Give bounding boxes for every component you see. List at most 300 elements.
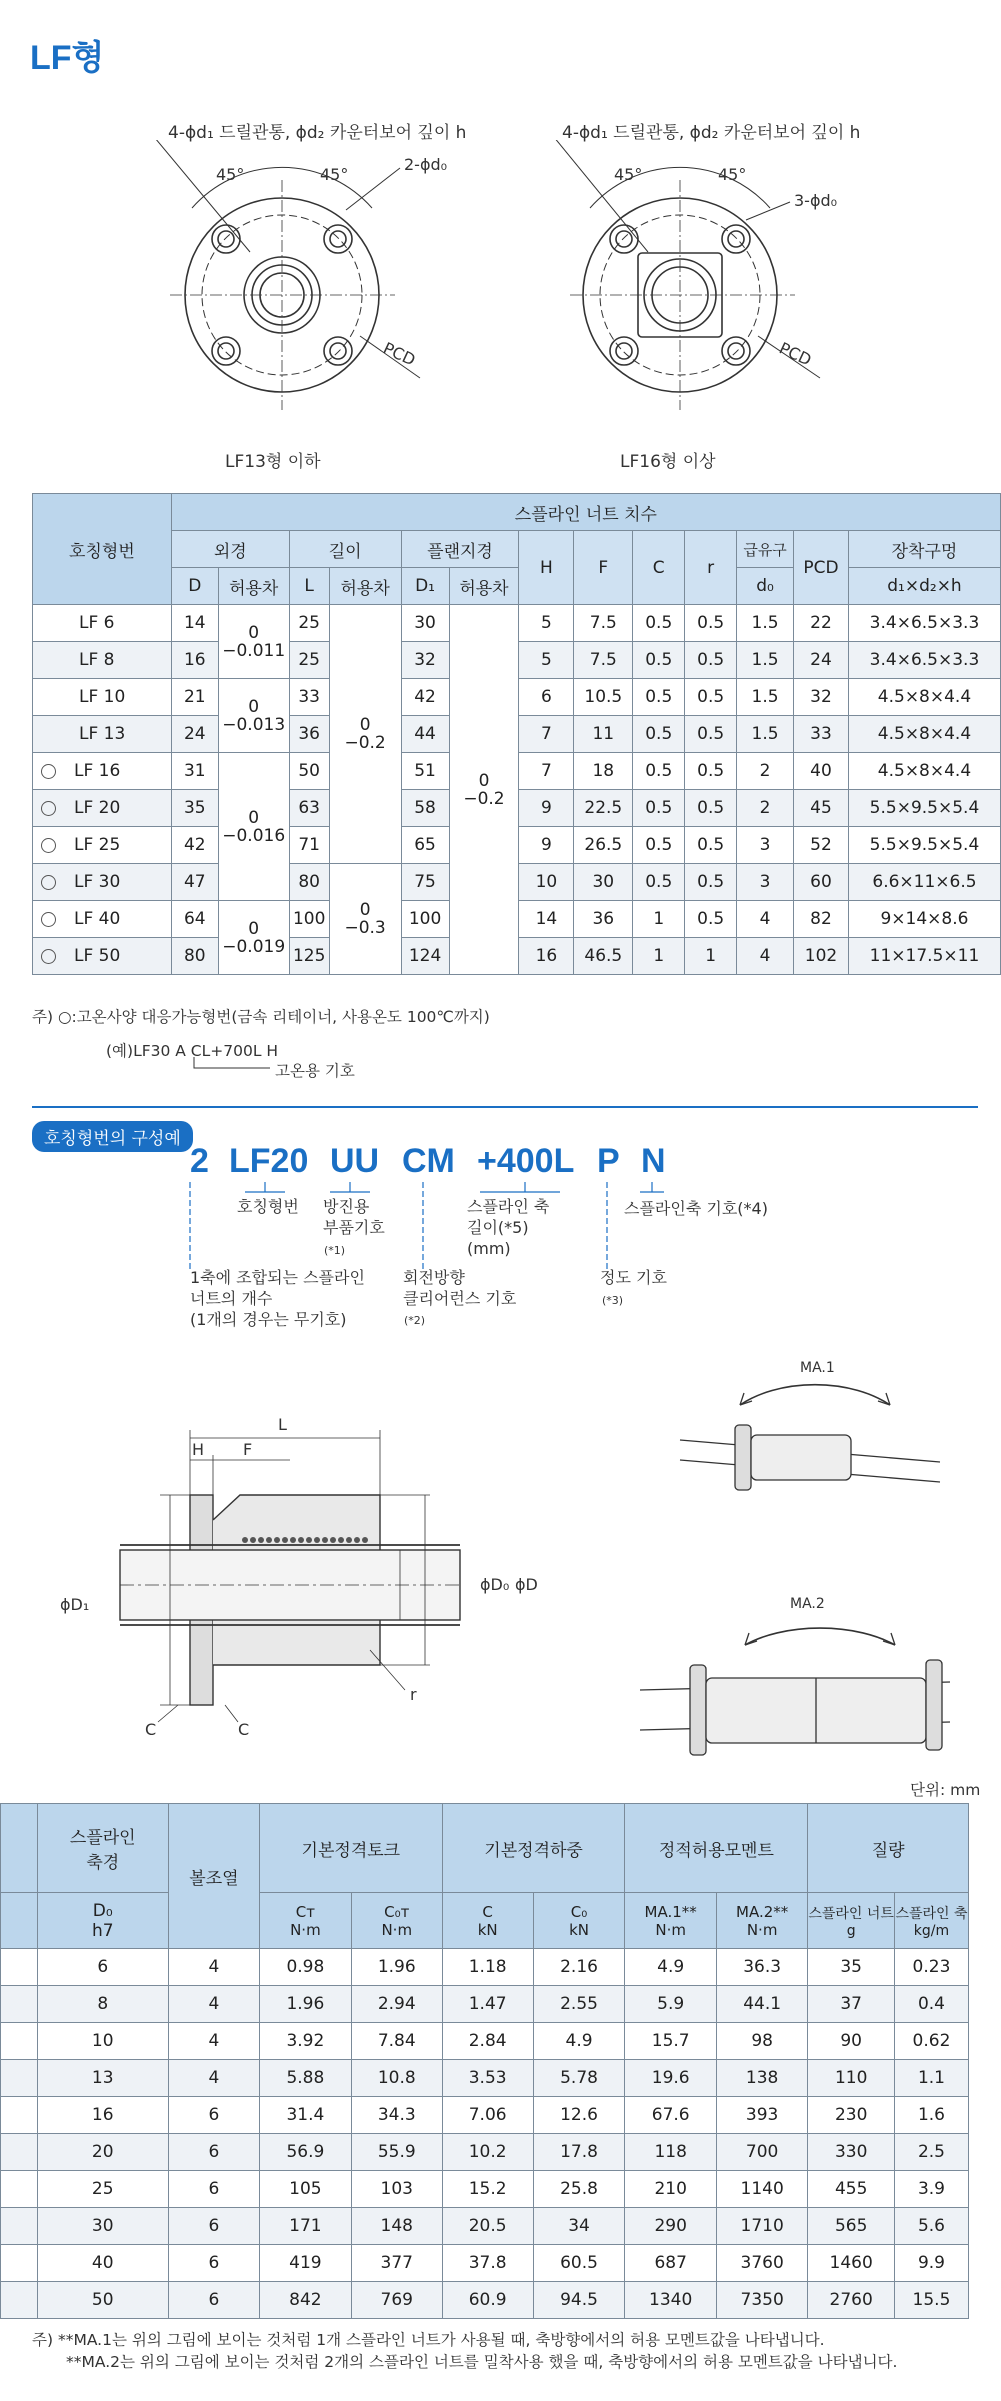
table-cell: 98 (716, 2023, 807, 2060)
h-mount-sub: d₁×d₂×h (848, 568, 1000, 605)
D-cell: 35 (171, 790, 218, 827)
table-cell: 6 (168, 2171, 259, 2208)
high-temp-ring-icon (41, 801, 56, 816)
tol-top: 0 (478, 770, 490, 791)
table-cell: 30 (37, 2208, 168, 2245)
d0-cell: 1.5 (737, 716, 794, 753)
r-cell: 0.5 (685, 605, 737, 642)
right-caption: LF16형 이상 (620, 452, 716, 472)
table-cell: 19.6 (625, 2060, 716, 2097)
table-cell: 6 (168, 2097, 259, 2134)
C-cell: 0.5 (633, 827, 685, 864)
D1-cell: 58 (401, 790, 449, 827)
right-d0-label: 3-ϕd₀ (794, 191, 838, 210)
table-cell: 3760 (716, 2245, 807, 2282)
D1-cell: 100 (401, 901, 449, 938)
model-name: LF 13 (79, 724, 126, 744)
tol-top: 0 (248, 918, 260, 939)
tol-top: 0 (359, 715, 371, 735)
table-cell: 103 (351, 2171, 442, 2208)
row-lead-cell (1, 2134, 38, 2171)
table-row (1, 2171, 969, 2208)
h-C0T: C₀т N·m (351, 1893, 442, 1949)
table-row (1, 2208, 969, 2245)
model-name: LF 8 (79, 650, 115, 670)
label-clear: 회전방향 클리어런스 기호 (403, 1268, 517, 1308)
table-cell: 15.7 (625, 2023, 716, 2060)
h-lube: 급유구 (737, 531, 794, 568)
table-cell: 5.78 (533, 2060, 625, 2097)
table-cell: 10.8 (351, 2060, 442, 2097)
high-temp-ring-icon (41, 912, 56, 927)
mount-cell: 5.5×9.5×5.4 (848, 790, 1000, 827)
tol-bot: −0.016 (222, 825, 286, 846)
h-tol3: 허용차 (449, 568, 519, 605)
d0-cell: 3 (737, 864, 794, 901)
D1-cell: 75 (401, 864, 449, 901)
unit-label: 단위: mm (910, 1781, 981, 1799)
model-cell (33, 938, 172, 975)
D1-cell: 30 (401, 605, 449, 642)
model-cell (33, 864, 172, 901)
D-cell: 31 (171, 753, 218, 790)
PCD-cell: 60 (794, 864, 849, 901)
table-cell: 3.53 (442, 2060, 533, 2097)
D-cell: 47 (171, 864, 218, 901)
H-cell: 5 (519, 642, 574, 679)
table-cell: 0.4 (894, 1986, 968, 2023)
h-C0: C₀ kN (533, 1893, 625, 1949)
D1-cell: 42 (401, 679, 449, 716)
table-cell: 1710 (716, 2208, 807, 2245)
row-lead-cell (1, 2282, 38, 2319)
table-cell: 1.6 (894, 2097, 968, 2134)
table-cell: 16 (37, 2097, 168, 2134)
D1-cell: 124 (401, 938, 449, 975)
right-flange-drawing (550, 140, 850, 440)
H-cell: 14 (519, 901, 574, 938)
table-cell: 35 (808, 1949, 895, 1986)
h-flange: 플랜지경 (401, 531, 519, 568)
table-cell: 2.5 (894, 2134, 968, 2171)
H-cell: 7 (519, 716, 574, 753)
r-cell: 0.5 (685, 790, 737, 827)
L-cell: 100 (289, 901, 329, 938)
r-cell: 0.5 (685, 753, 737, 790)
C-cell: 0.5 (633, 753, 685, 790)
note2-line2: **MA.2는 위의 그림에 보이는 것처럼 2개의 스플라인 너트를 밀착사용 했을 때, 축방향에서의 허용 모멘트값을 나타냅니다. (66, 2353, 898, 2371)
L-cell: 25 (289, 642, 329, 679)
label-MA1: MA.1 (800, 1360, 835, 1376)
table-cell: 4.9 (625, 1949, 716, 1986)
mount-cell: 4.5×8×4.4 (848, 679, 1000, 716)
table-cell: 1.1 (894, 2060, 968, 2097)
F-cell: 46.5 (574, 938, 633, 975)
h-nut-mass: 스플라인 너트 g (808, 1893, 895, 1949)
tol-bot: −0.3 (344, 918, 386, 938)
table-cell: 105 (259, 2171, 351, 2208)
table-cell: 1460 (808, 2245, 895, 2282)
F-cell: 7.5 (574, 605, 633, 642)
D1-cell: 44 (401, 716, 449, 753)
d0-cell: 1.5 (737, 642, 794, 679)
L-tolerance-cell (329, 605, 401, 864)
h-length: 길이 (289, 531, 401, 568)
PCD-cell: 52 (794, 827, 849, 864)
label-seal: 방진용 부품기호 (323, 1197, 385, 1237)
table-cell: 94.5 (533, 2282, 625, 2319)
h-r: r (685, 531, 737, 605)
tol-bot: −0.2 (344, 733, 386, 753)
table-cell: 8 (37, 1986, 168, 2023)
table-cell: 419 (259, 2245, 351, 2282)
D-tolerance-cell (218, 679, 289, 753)
note1: 주) ○:고온사양 대응가능형번(금속 리테이너, 사용온도 100℃까지) (32, 1008, 490, 1026)
dim-C2: C (238, 1720, 250, 1739)
F-cell: 22.5 (574, 790, 633, 827)
C-cell: 0.5 (633, 864, 685, 901)
h-shaft: 스플라인 축경 (37, 1804, 168, 1893)
model-cell (33, 790, 172, 827)
right-hole-label: 4-ϕd₁ 드릴관통, ϕd₂ 카운터보어 깊이 h (562, 123, 861, 143)
tol-top: 0 (248, 807, 260, 828)
rating-table (0, 1803, 969, 2319)
model-name: LF 6 (79, 613, 115, 633)
H-cell: 7 (519, 753, 574, 790)
left-d0-label: 2-ϕd₀ (404, 155, 448, 174)
d0-cell: 2 (737, 790, 794, 827)
h-model: 호칭형번 (33, 494, 172, 605)
model-cell (33, 679, 172, 716)
h-moment: 정적허용모멘트 (625, 1804, 808, 1893)
table-cell: 2760 (808, 2282, 895, 2319)
D1-tolerance-cell (449, 605, 519, 975)
d0-cell: 1.5 (737, 605, 794, 642)
mount-cell: 11×17.5×11 (848, 938, 1000, 975)
h-tol2: 허용차 (329, 568, 401, 605)
table-cell: 769 (351, 2282, 442, 2319)
table-cell: 90 (808, 2023, 895, 2060)
mount-cell: 5.5×9.5×5.4 (848, 827, 1000, 864)
row-lead-cell (1, 2023, 38, 2060)
table-cell: 393 (716, 2097, 807, 2134)
code-length: +400L (477, 1142, 575, 1180)
r-cell: 0.5 (685, 679, 737, 716)
table-cell: 15.5 (894, 2282, 968, 2319)
table-cell: 36.3 (716, 1949, 807, 1986)
table-cell: 455 (808, 2171, 895, 2208)
table-cell: 687 (625, 2245, 716, 2282)
table-row (1, 2097, 969, 2134)
h-D1: D₁ (401, 568, 449, 605)
table-cell: 56.9 (259, 2134, 351, 2171)
left-flange-drawing (150, 140, 450, 440)
table-cell: 50 (37, 2282, 168, 2319)
D-cell: 14 (171, 605, 218, 642)
D1-cell: 65 (401, 827, 449, 864)
C-cell: 0.5 (633, 716, 685, 753)
F-cell: 36 (574, 901, 633, 938)
code-shaft: N (641, 1142, 666, 1180)
code-seal: UU (330, 1142, 380, 1180)
table-cell: 2.55 (533, 1986, 625, 2023)
model-cell (33, 642, 172, 679)
h-MA1: MA.1** N·m (625, 1893, 716, 1949)
page-title: LF형 (30, 39, 105, 77)
table-cell: 2.84 (442, 2023, 533, 2060)
dim-C1: C (145, 1720, 157, 1739)
table-cell: 20 (37, 2134, 168, 2171)
L-cell: 80 (289, 864, 329, 901)
F-cell: 7.5 (574, 642, 633, 679)
table-cell: 118 (625, 2134, 716, 2171)
F-cell: 11 (574, 716, 633, 753)
high-temp-ring-icon (41, 875, 56, 890)
H-cell: 9 (519, 790, 574, 827)
tol-bot: −0.019 (222, 936, 286, 957)
table-row (1, 2245, 969, 2282)
dimension-table (32, 493, 1001, 975)
right-angle2: 45° (718, 165, 747, 184)
example-text: (예)LF30 A CL+700L H (106, 1042, 279, 1060)
label-prec: 정도 기호 (600, 1268, 667, 1287)
h-D: D (171, 568, 218, 605)
h-mount: 장착구멍 (848, 531, 1000, 568)
left-angle2: 45° (320, 165, 349, 184)
L-cell: 50 (289, 753, 329, 790)
D-cell: 42 (171, 827, 218, 864)
section-heading: 호칭형번의 구성예 (32, 1121, 193, 1152)
r-cell: 0.5 (685, 716, 737, 753)
label-seal-ref: (*1) (324, 1244, 346, 1257)
label-clear-ref: (*2) (404, 1314, 426, 1327)
H-cell: 16 (519, 938, 574, 975)
D-tolerance-cell (218, 901, 289, 975)
table-cell: 37.8 (442, 2245, 533, 2282)
table-cell: 700 (716, 2134, 807, 2171)
section-diagram (60, 1400, 580, 1740)
PCD-cell: 40 (794, 753, 849, 790)
C-cell: 0.5 (633, 790, 685, 827)
row-lead-cell (1, 2208, 38, 2245)
h-balls: 볼조열 (168, 1804, 259, 1949)
d0-cell: 2 (737, 753, 794, 790)
table-row (1, 2023, 969, 2060)
d0-cell: 1.5 (737, 679, 794, 716)
PCD-cell: 82 (794, 901, 849, 938)
example-pointer (180, 1055, 280, 1079)
right-angle1: 45° (614, 165, 643, 184)
table-cell: 60.5 (533, 2245, 625, 2282)
table-cell: 1340 (625, 2282, 716, 2319)
r-cell: 0.5 (685, 864, 737, 901)
table-cell: 0.98 (259, 1949, 351, 1986)
table-cell: 5.9 (625, 1986, 716, 2023)
PCD-cell: 45 (794, 790, 849, 827)
PCD-cell: 24 (794, 642, 849, 679)
model-name: LF 16 (74, 761, 121, 781)
table-cell: 138 (716, 2060, 807, 2097)
example-marker: 고온용 기호 (275, 1062, 355, 1080)
L-cell: 71 (289, 827, 329, 864)
dim-L: L (278, 1415, 287, 1434)
PCD-cell: 32 (794, 679, 849, 716)
table-cell: 7350 (716, 2282, 807, 2319)
table-cell: 1.96 (259, 1986, 351, 2023)
model-name: LF 20 (74, 798, 121, 818)
D-cell: 64 (171, 901, 218, 938)
table-cell: 40 (37, 2245, 168, 2282)
label-MA2: MA.2 (790, 1596, 825, 1612)
code-clearance: CM (402, 1142, 455, 1180)
F-cell: 30 (574, 864, 633, 901)
table-cell: 4.9 (533, 2023, 625, 2060)
dim-F: F (243, 1440, 253, 1459)
table-cell: 1.18 (442, 1949, 533, 1986)
D-cell: 16 (171, 642, 218, 679)
dim-r: r (410, 1685, 417, 1704)
mount-cell: 4.5×8×4.4 (848, 753, 1000, 790)
table-cell: 25 (37, 2171, 168, 2208)
H-cell: 10 (519, 864, 574, 901)
L-cell: 25 (289, 605, 329, 642)
D-tolerance-cell (218, 605, 289, 679)
table-row (1, 1949, 969, 1986)
table-cell: 148 (351, 2208, 442, 2245)
high-temp-ring-icon (41, 949, 56, 964)
table-cell: 60.9 (442, 2282, 533, 2319)
H-cell: 5 (519, 605, 574, 642)
D1-cell: 32 (401, 642, 449, 679)
table-cell: 0.23 (894, 1949, 968, 1986)
section-divider (32, 1106, 978, 1108)
row-lead-cell (1, 2245, 38, 2282)
C-cell: 0.5 (633, 605, 685, 642)
table-cell: 330 (808, 2134, 895, 2171)
table-row (1, 2134, 969, 2171)
table-cell: 290 (625, 2208, 716, 2245)
table-cell: 565 (808, 2208, 895, 2245)
h-nut: 스플라인 너트 치수 (171, 494, 1000, 531)
L-cell: 63 (289, 790, 329, 827)
table-cell: 17.8 (533, 2134, 625, 2171)
d0-cell: 4 (737, 938, 794, 975)
d0-cell: 4 (737, 901, 794, 938)
table-cell: 5.6 (894, 2208, 968, 2245)
row-lead-cell (1, 1949, 38, 1986)
left-caption: LF13형 이하 (225, 452, 321, 472)
model-name: LF 50 (74, 946, 121, 966)
PCD-cell: 22 (794, 605, 849, 642)
F-cell: 18 (574, 753, 633, 790)
table-cell: 2.16 (533, 1949, 625, 1986)
table-cell: 3.9 (894, 2171, 968, 2208)
code-count: 2 (190, 1142, 209, 1180)
table-cell: 4 (168, 1986, 259, 2023)
row-lead-cell (1, 2097, 38, 2134)
h-PCD: PCD (794, 531, 849, 605)
h-shaft-mass: 스플라인 축 kg/m (894, 1893, 968, 1949)
table-cell: 1140 (716, 2171, 807, 2208)
table-cell: 12.6 (533, 2097, 625, 2134)
table-cell: 110 (808, 2060, 895, 2097)
table-cell: 5.88 (259, 2060, 351, 2097)
tol-top: 0 (359, 900, 371, 920)
h-outer: 외경 (171, 531, 289, 568)
table-cell: 6 (37, 1949, 168, 1986)
table-row (33, 605, 1001, 642)
d0-cell: 3 (737, 827, 794, 864)
table-cell: 44.1 (716, 1986, 807, 2023)
table-cell: 4 (168, 1949, 259, 1986)
table-cell: 25.8 (533, 2171, 625, 2208)
table-cell: 6 (168, 2134, 259, 2171)
h-CT: Cт N·m (259, 1893, 351, 1949)
table-cell: 7.84 (351, 2023, 442, 2060)
table-cell: 210 (625, 2171, 716, 2208)
code-model: LF20 (229, 1142, 309, 1180)
left-pcd: PCD (380, 338, 419, 370)
tol-top: 0 (248, 622, 260, 643)
r-cell: 0.5 (685, 901, 737, 938)
mount-cell: 3.4×6.5×3.3 (848, 605, 1000, 642)
table-cell: 4 (168, 2023, 259, 2060)
table-row (1, 1986, 969, 2023)
table-cell: 6 (168, 2208, 259, 2245)
moment-diagram-2 (630, 1590, 970, 1770)
C-cell: 0.5 (633, 642, 685, 679)
label-model: 호칭형번 (237, 1197, 299, 1216)
model-name: LF 30 (74, 872, 121, 892)
tol-top: 0 (248, 696, 260, 717)
table-cell: 4 (168, 2060, 259, 2097)
h-C: C (633, 531, 685, 605)
table-cell: 2.94 (351, 1986, 442, 2023)
table-cell: 0.62 (894, 2023, 968, 2060)
table-cell: 37 (808, 1986, 895, 2023)
row-lead-cell (1, 1986, 38, 2023)
h-d0: d₀ (737, 568, 794, 605)
note2-line1: 주) **MA.1는 위의 그림에 보이는 것처럼 1개 스플라인 너트가 사용될 때, 축방향에서의 허용 모멘트값을 나타냅니다. (32, 2331, 825, 2349)
D1-cell: 51 (401, 753, 449, 790)
PCD-cell: 33 (794, 716, 849, 753)
model-name: LF 40 (74, 909, 121, 929)
table-cell: 3.92 (259, 2023, 351, 2060)
table-cell: 10.2 (442, 2134, 533, 2171)
table-cell: 9.9 (894, 2245, 968, 2282)
table-cell: 15.2 (442, 2171, 533, 2208)
row-lead-cell (1, 2171, 38, 2208)
table-cell: 31.4 (259, 2097, 351, 2134)
table-cell: 1.47 (442, 1986, 533, 2023)
dim-D1: ϕD₁ (60, 1595, 90, 1614)
right-pcd: PCD (776, 338, 815, 370)
h-F: F (574, 531, 633, 605)
table-cell: 171 (259, 2208, 351, 2245)
model-cell (33, 605, 172, 642)
L-cell: 36 (289, 716, 329, 753)
F-cell: 26.5 (574, 827, 633, 864)
L-cell: 33 (289, 679, 329, 716)
model-cell (33, 716, 172, 753)
moment-diagram-1 (660, 1350, 960, 1500)
table-cell: 34 (533, 2208, 625, 2245)
D-cell: 21 (171, 679, 218, 716)
h-mass: 질량 (808, 1804, 969, 1893)
L-tolerance-cell (329, 864, 401, 975)
table-cell: 230 (808, 2097, 895, 2134)
table-cell: 842 (259, 2282, 351, 2319)
